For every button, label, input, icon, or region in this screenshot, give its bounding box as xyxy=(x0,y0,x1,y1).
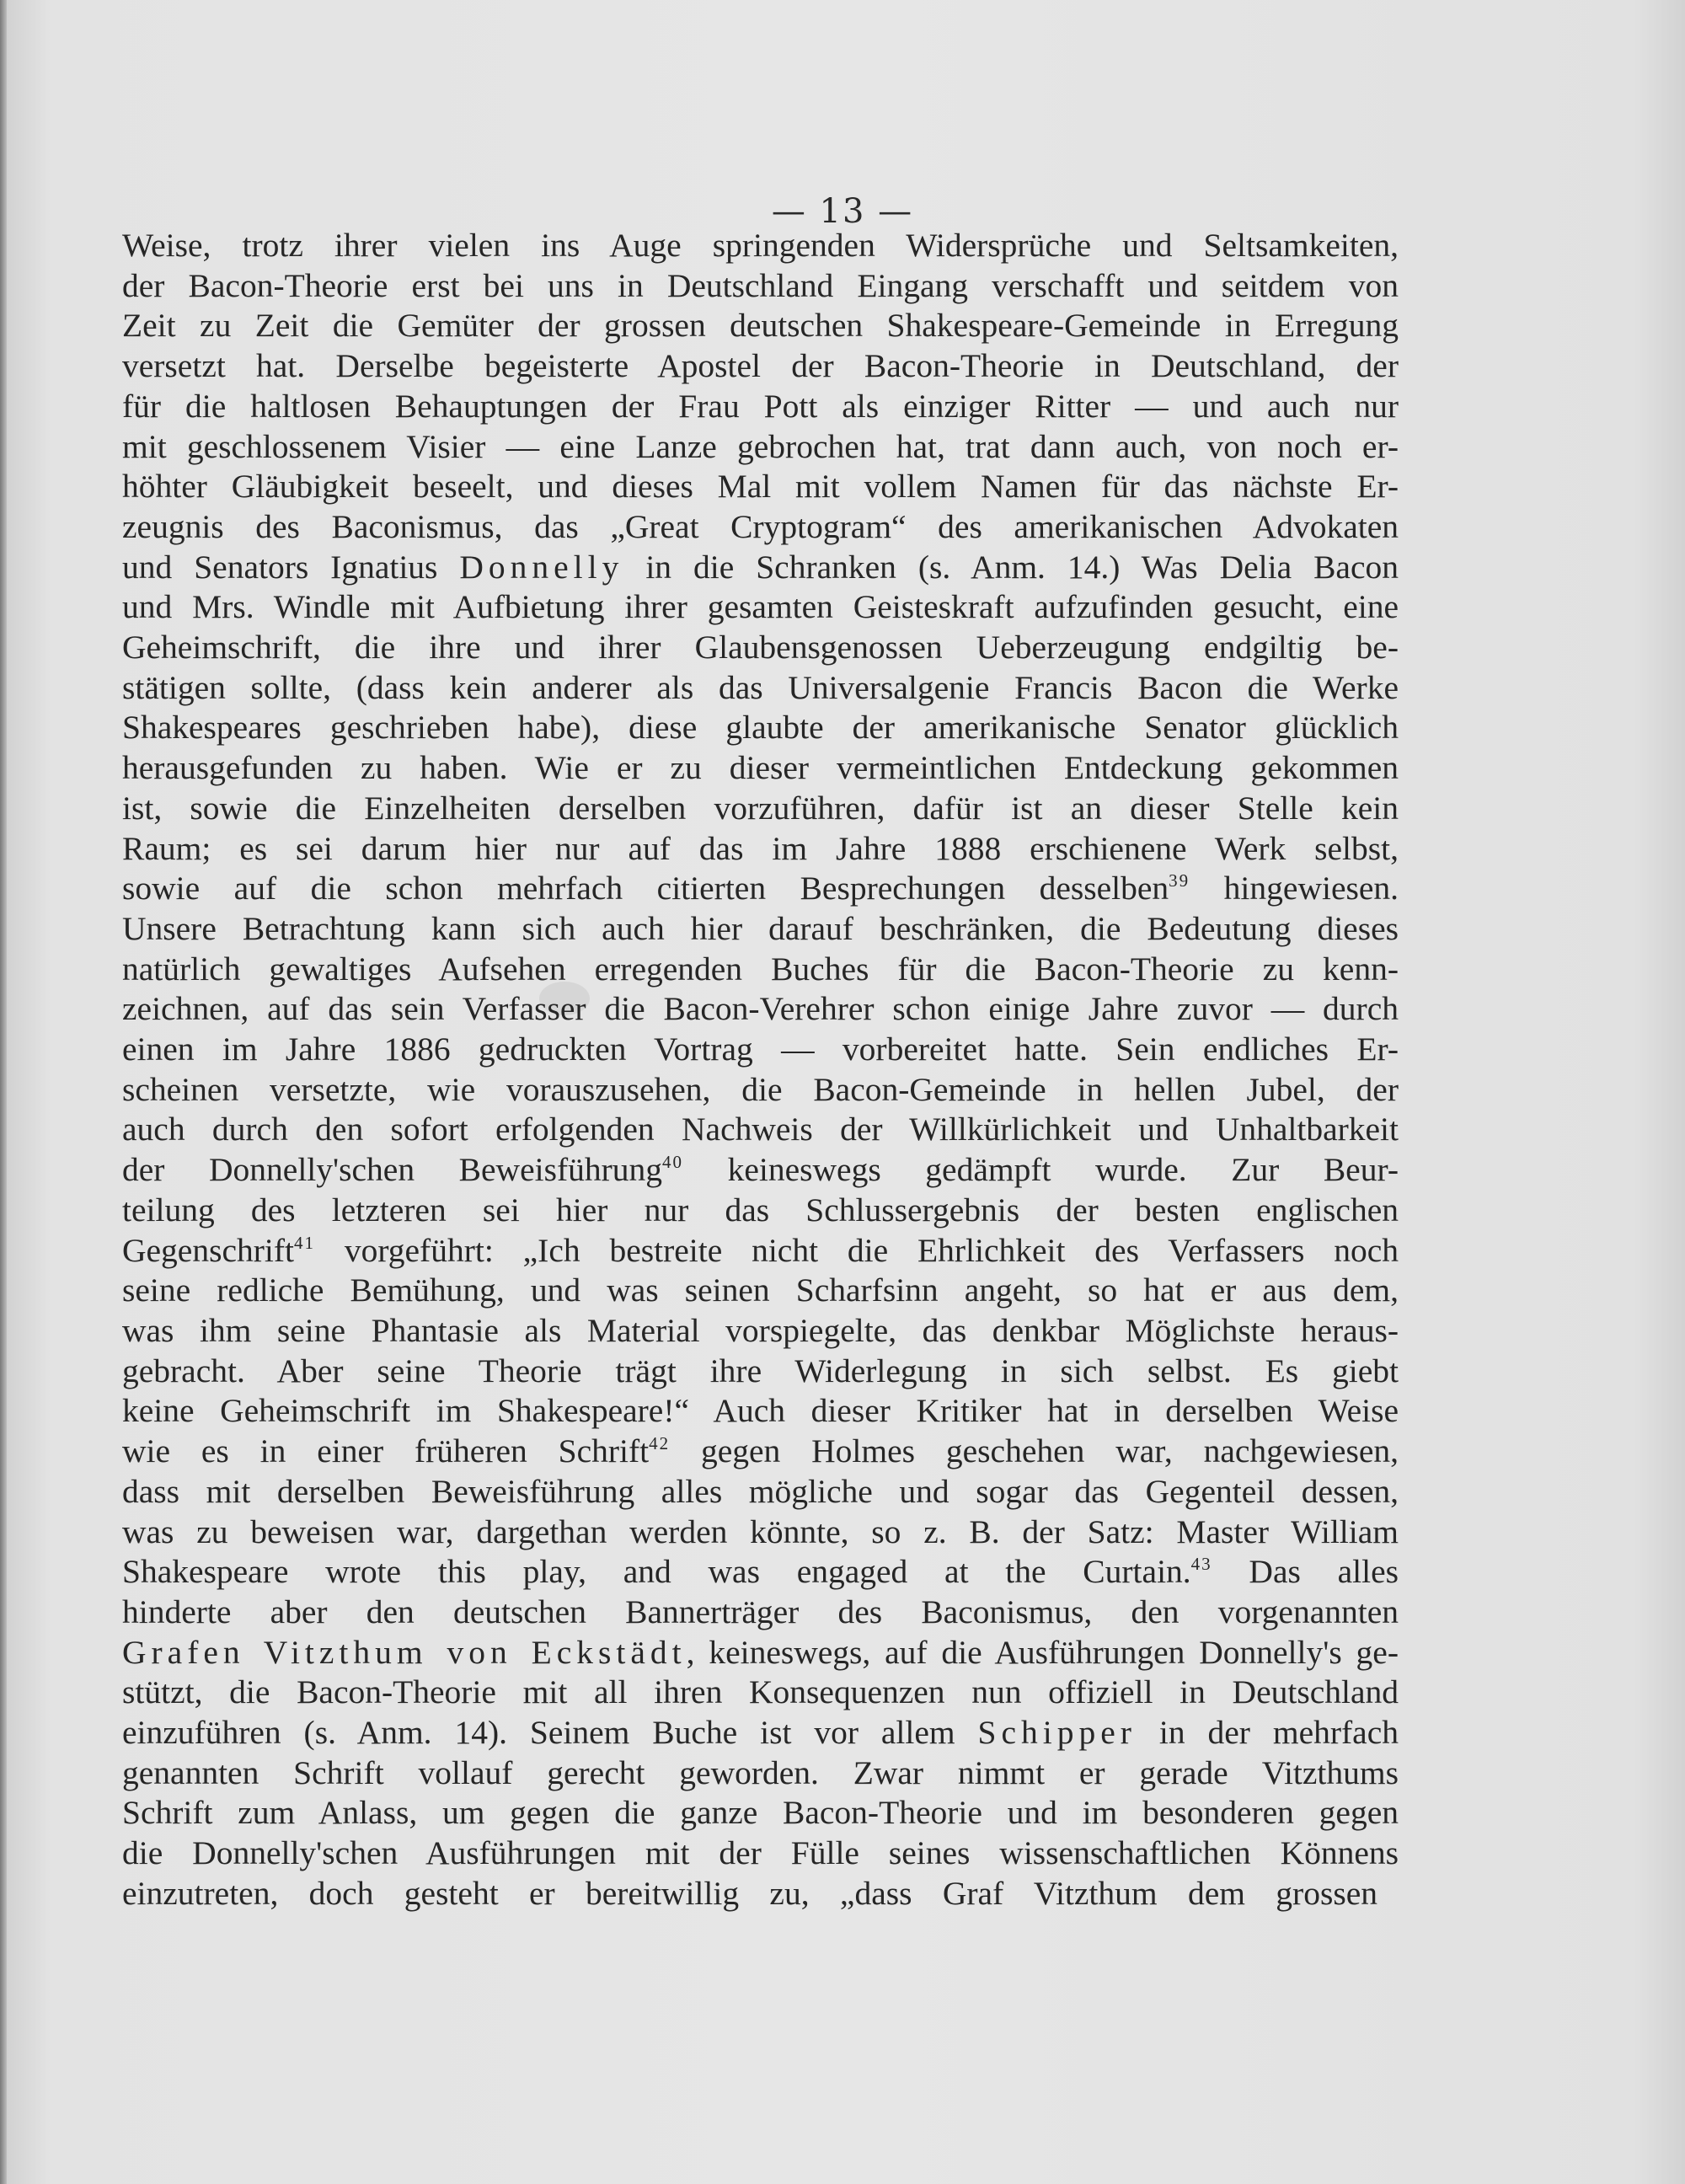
text-segment: hingewiesen. xyxy=(1190,870,1399,907)
page-number: — 13 — xyxy=(771,192,914,231)
spaced-name: Schipper xyxy=(977,1714,1137,1752)
text-segment: Gegenschrift xyxy=(122,1231,294,1269)
text-segment: , keineswegs, auf die Ausführungen Donnelly's ge- xyxy=(686,1633,1399,1671)
text-line: dass mit derselben Beweisführung alles mögliche und sogar das Gegenteil dessen, xyxy=(122,1472,1399,1510)
text-line: was ihm seine Phantasie als Material vorspiegelte, das denkbar Möglichste heraus- xyxy=(122,1311,1399,1349)
text-line: hinderte aber den deutschen Bannerträger des Baconismus, den vorgenannten xyxy=(122,1592,1399,1630)
text-line: Schrift zum Anlass, um gegen die ganze Bacon-Theorie und im besonderen gegen xyxy=(122,1794,1399,1832)
text-line: natürlich gewaltiges Aufsehen erregenden Buches für die Bacon-Theorie zu kenn- xyxy=(122,950,1399,988)
text-line xyxy=(122,869,1399,909)
footnote-reference: 39 xyxy=(1169,870,1190,891)
text-segment: Das alles xyxy=(1212,1553,1399,1591)
text-line: einzutreten, doch gesteht er bereitwillig zu, „dass Graf Vitzthum dem grossen xyxy=(122,1874,1377,1912)
text-line: Raum; es sei darum hier nur auf das im Jahre 1888 erschienene Werk selbst, xyxy=(122,829,1399,867)
text-line: ist, sowie die Einzelheiten derselben vorzuführen, dafür ist an dieser Stelle kein xyxy=(122,789,1399,827)
text-line xyxy=(122,1231,1399,1271)
text-segment: wie es in einer früheren Schrift xyxy=(122,1432,650,1470)
text-line: keine Geheimschrift im Shakespeare!“ Auch dieser Kritiker hat in derselben Weise xyxy=(122,1392,1399,1430)
text-line: scheinen versetzte, wie vorauszusehen, die Bacon-Gemeinde in hellen Jubel, der xyxy=(122,1070,1399,1108)
text-line: Geheimschrift, die ihre und ihrer Glaubensgenossen Ueberzeugung endgiltig be- xyxy=(122,629,1399,666)
spaced-name: Donnelly xyxy=(459,548,624,586)
body-text xyxy=(122,226,1399,1914)
text-line: versetzt hat. Derselbe begeisterte Apostel der Bacon-Theorie in Deutschland, der xyxy=(122,347,1399,385)
text-segment: sowie auf die schon mehrfach citierten Besprechungen desselben xyxy=(122,870,1169,907)
text-line: Zeit zu Zeit die Gemüter der grossen deutschen Shakespeare-Gemeinde in Erregung xyxy=(122,307,1399,345)
footnote-reference: 42 xyxy=(649,1433,671,1454)
text-line: der Bacon-Theorie erst bei uns in Deutschland Eingang verschafft und seitdem von xyxy=(122,266,1399,304)
footnote-reference: 43 xyxy=(1190,1554,1212,1575)
text-line: und Mrs. Windle mit Aufbietung ihrer gesamten Geisteskraft aufzufinden gesucht, eine xyxy=(122,588,1399,626)
text-line: einen im Jahre 1886 gedruckten Vortrag — vorbereitet hatte. Sein endliches Er- xyxy=(122,1030,1399,1068)
text-line: seine redliche Bemühung, und was seinen Scharfsinn angeht, so hat er aus dem, xyxy=(122,1271,1399,1309)
text-line: mit geschlossenem Visier — eine Lanze gebrochen hat, trat dann auch, von noch er- xyxy=(122,427,1399,465)
text-line: Unsere Betrachtung kann sich auch hier darauf beschränken, die Bedeutung dieses xyxy=(122,909,1399,947)
footnote-reference: 40 xyxy=(662,1152,684,1173)
page-edge-shadow xyxy=(0,0,7,2184)
text-line: Weise, trotz ihrer vielen ins Auge springenden Widersprüche und Seltsamkeiten, xyxy=(122,227,1399,264)
text-line xyxy=(122,1633,1399,1673)
text-segment: gegen Holmes geschehen war, nachgewiesen, xyxy=(670,1432,1399,1470)
text-line xyxy=(122,548,1399,588)
text-line: teilung des letzteren sei hier nur das Schlussergebnis der besten englischen xyxy=(122,1191,1399,1228)
text-line: was zu beweisen war, dargethan werden könnte, so z. B. der Satz: Master William xyxy=(122,1512,1399,1550)
text-segment: der Donnelly'schen Beweisführung xyxy=(122,1151,663,1189)
text-segment: in die Schranken (s. Anm. 14.) Was Delia Bacon xyxy=(623,548,1399,586)
text-line xyxy=(122,1150,1399,1191)
text-segment: und Senators Ignatius xyxy=(122,548,460,586)
text-line xyxy=(122,1432,1399,1472)
text-segment: in der mehrfach xyxy=(1136,1714,1399,1752)
text-line: gebracht. Aber seine Theorie trägt ihre Widerlegung in sich selbst. Es giebt xyxy=(122,1352,1399,1389)
text-line: zeichnen, auf das sein Verfasser die Bacon-Verehrer schon einige Jahre zuvor — durch xyxy=(122,990,1399,1028)
text-line xyxy=(122,1552,1399,1592)
text-segment: keineswegs gedämpft wurde. Zur Beur- xyxy=(683,1151,1399,1189)
text-line: stätigen sollte, (dass kein anderer als das Universalgenie Francis Bacon die Werke xyxy=(122,668,1399,706)
text-segment: vorgeführt: „Ich bestreite nicht die Ehrlichkeit des Verfassers noch xyxy=(315,1231,1399,1269)
text-line: stützt, die Bacon-Theorie mit all ihren Konsequenzen nun offiziell in Deutschland xyxy=(122,1673,1399,1711)
text-line: herausgefunden zu haben. Wie er zu dieser vermeintlichen Entdeckung gekommen xyxy=(122,749,1399,787)
spaced-name: Grafen Vitzthum von Eckstädt xyxy=(122,1633,687,1671)
text-segment: einzuführen (s. Anm. 14). Seinem Buche ist vor allem xyxy=(122,1714,978,1752)
text-line: die Donnelly'schen Ausführungen mit der Fülle seines wissenschaftlichen Könnens xyxy=(122,1834,1399,1872)
text-line: für die haltlosen Behauptungen der Frau Pott als einziger Ritter — und auch nur xyxy=(122,387,1399,425)
text-line: auch durch den sofort erfolgenden Nachweis der Willkürlichkeit und Unhaltbarkeit xyxy=(122,1111,1399,1148)
text-line: genannten Schrift vollauf gerecht geworden. Zwar nimmt er gerade Vitzthums xyxy=(122,1753,1399,1791)
text-line: Shakespeares geschrieben habe), diese glaubte der amerikanische Senator glücklich xyxy=(122,709,1399,747)
text-segment: Shakespeare wrote this play, and was engaged at the Curtain. xyxy=(122,1553,1191,1591)
text-line xyxy=(122,1713,1399,1753)
text-line: zeugnis des Baconismus, das „Great Cryptogram“ des amerikanischen Advokaten xyxy=(122,507,1399,545)
footnote-reference: 41 xyxy=(294,1232,315,1253)
text-line: höhter Gläubigkeit beseelt, und dieses Mal mit vollem Namen für das nächste Er- xyxy=(122,468,1399,506)
